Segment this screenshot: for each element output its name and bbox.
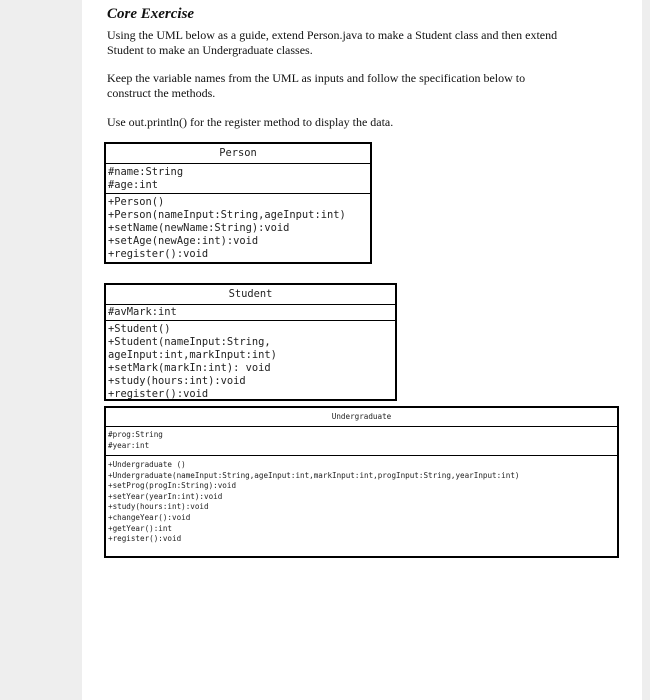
undergraduate-method: +study(hours:int):void	[108, 502, 209, 512]
student-methods	[106, 320, 395, 401]
undergraduate-method: +Undergraduate ()	[108, 460, 186, 469]
undergraduate-attribute: #prog:String	[108, 430, 163, 439]
undergraduate-method: +register():void	[108, 534, 182, 544]
student-method: +Student(nameInput:String,	[108, 336, 271, 348]
student-attributes	[106, 304, 395, 320]
student-method: +register():void	[108, 388, 209, 400]
intro-paragraph: Using the UML below as a guide, extend Person.java to make a Student class and then extend Student to make an Undergraduate classes.	[107, 28, 558, 57]
undergraduate-class-name: Undergraduate	[331, 412, 392, 421]
undergraduate-methods	[106, 455, 617, 545]
person-attribute: #name:String	[108, 166, 184, 178]
person-methods	[106, 193, 370, 261]
student-uml-class	[104, 283, 397, 401]
output-note-paragraph: Use out.println() for the register method to display the data.	[107, 115, 394, 129]
student-method: +study(hours:int):void	[108, 375, 246, 387]
person-method: +setName(newName:String):void	[108, 222, 290, 234]
student-class-name: Student	[228, 288, 273, 300]
undergraduate-uml-class	[104, 406, 619, 558]
person-method: +register():void	[108, 248, 209, 260]
undergraduate-method: +setProg(progIn:String):void	[108, 481, 237, 491]
student-attribute: #avMark:int	[108, 306, 177, 318]
undergraduate-method: +changeYear():void	[108, 512, 191, 522]
student-method: +setMark(markIn:int): void	[108, 362, 271, 374]
person-attribute: #age:int	[108, 179, 159, 191]
undergraduate-attributes	[106, 426, 617, 455]
undergraduate-method: +getYear():int	[108, 523, 173, 533]
student-method: +Student()	[108, 323, 171, 335]
page-title: Core Exercise	[107, 6, 195, 22]
undergraduate-attribute: #year:int	[108, 440, 150, 450]
instructions-paragraph: Keep the variable names from the UML as inputs and follow the specification below to construct the methods.	[107, 71, 526, 100]
person-uml-class	[104, 142, 372, 264]
undergraduate-method: +Undergraduate(nameInput:String,ageInput:int,markInput:int,progInput:String,yearInput:int)	[108, 470, 520, 480]
student-method: ageInput:int,markInput:int)	[108, 349, 277, 361]
undergraduate-method: +setYear(yearIn:int):void	[108, 491, 223, 501]
person-method: +setAge(newAge:int):void	[108, 235, 259, 247]
person-attributes	[106, 163, 370, 193]
person-class-name: Person	[219, 147, 257, 159]
person-method: +Person(nameInput:String,ageInput:int)	[108, 209, 346, 221]
person-method: +Person()	[108, 196, 165, 208]
